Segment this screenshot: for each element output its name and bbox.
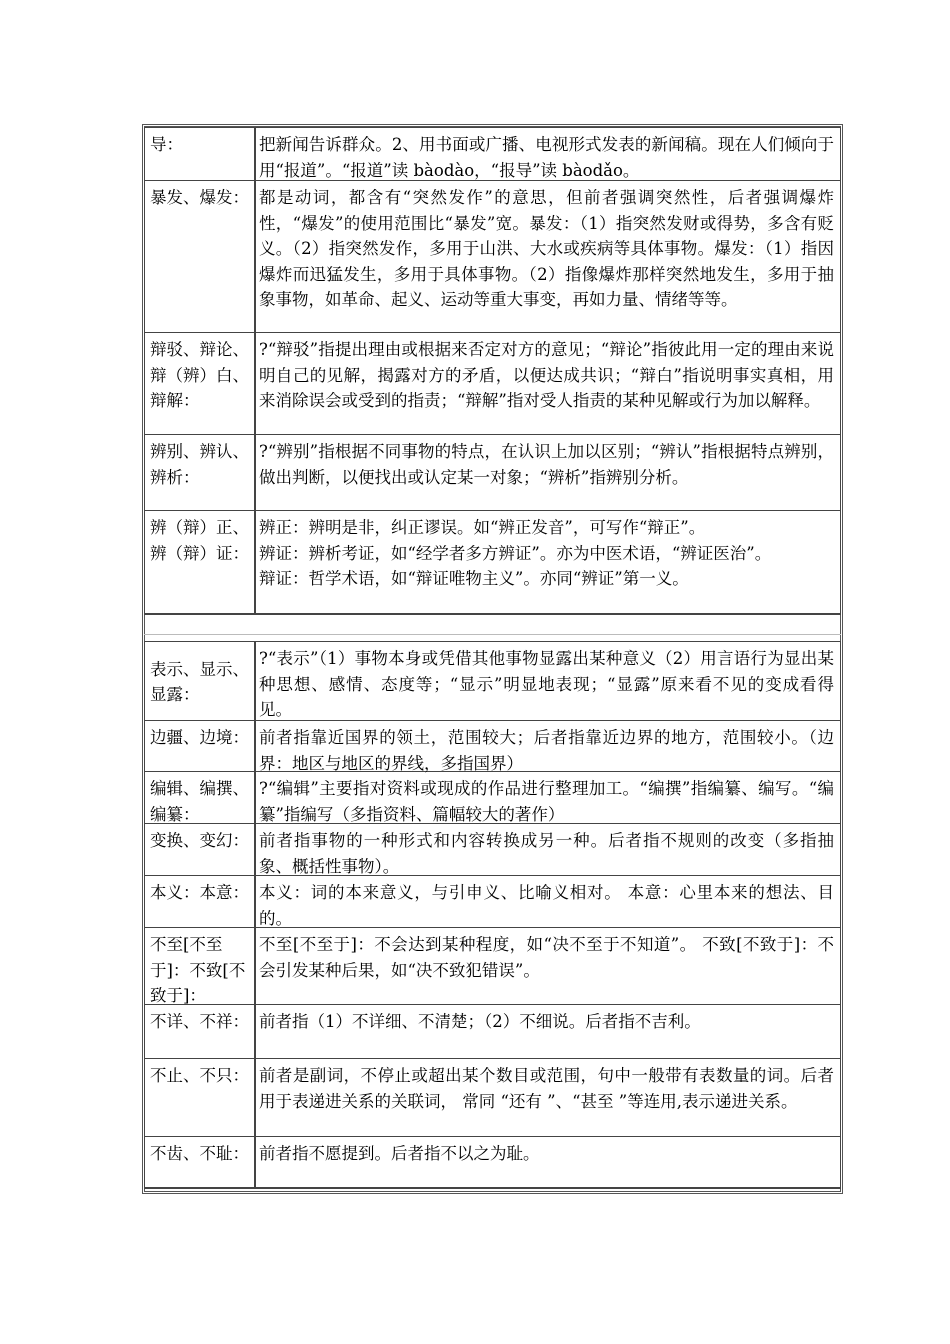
table-row bbox=[144, 928, 841, 1005]
table-row bbox=[144, 181, 841, 333]
definition-cell bbox=[256, 824, 841, 875]
definition-text: 辨证：辨析考证，如“经学者多方辨证”。亦为中医术语，“辨证医治”。 bbox=[259, 543, 772, 563]
table-row bbox=[144, 721, 841, 772]
definition-text: 前者指靠近国界的领土，范围较大；后者指靠近边界的地方，范围较小。（边界：地区与地区的界线，多指国界） bbox=[259, 728, 834, 773]
definition-text: ?“辨别”指根据不同事物的特点，在认识上加以区别；“辨认”指根据特点辨别，做出判断，以便找出或认定某一对象；“辨析”指辨别分析。 bbox=[259, 442, 834, 487]
term-cell: 不止、不只： bbox=[144, 1059, 256, 1136]
definition-text: ?“编辑”主要指对资料或现成的作品进行整理加工。“编撰”指编纂、编写。“编纂”指编写（多指资料、篇幅较大的著作） bbox=[259, 779, 834, 824]
table-row bbox=[144, 435, 841, 511]
table-row bbox=[144, 824, 841, 876]
table-row bbox=[144, 333, 841, 435]
definition-text: 辩证：哲学术语，如“辩证唯物主义”。亦同“辨证”第一义。 bbox=[259, 569, 689, 588]
term-cell: 边疆、边境： bbox=[144, 721, 256, 771]
term-cell: 暴发、爆发： bbox=[144, 181, 256, 332]
definition-text: 前者指不愿提到。后者指不以之为耻。 bbox=[259, 1144, 540, 1163]
definition-cell bbox=[256, 642, 841, 720]
definition-text: 都是动词，都含有“突然发作”的意思，但前者强调突然性，后者强调爆炸性，“爆发”的使用范围比“暴发”宽。暴发：（1）指突然发财或得势，多含有贬义。（2）指突然发作，多用于山洪、大水或疾病等具体事物。爆发：（1）指因爆炸而迅猛发生，多用于具体事物。（2）指像爆炸那样突然地发生，多用于抽象事物，如革命、起义、运动等重大事变，再如力量、情绪等等。 bbox=[259, 188, 834, 309]
definition-cell bbox=[256, 128, 841, 180]
definition-cell bbox=[256, 1005, 841, 1058]
definition-text: 前者指（1）不详细、不清楚；（2）不细说。后者指不吉利。 bbox=[259, 1012, 701, 1031]
term-cell: 导： bbox=[144, 128, 256, 180]
term-cell: 本义：本意： bbox=[144, 876, 256, 927]
table-row bbox=[144, 772, 841, 824]
definition-cell bbox=[256, 181, 841, 332]
definition-cell bbox=[256, 511, 841, 613]
definition-cell bbox=[256, 721, 841, 771]
definition-text: 不至[不至于]：不会达到某种程度，如“决不至于不知道”。 不致[不致于]：不会引发某种后果，如“决不致犯错误”。 bbox=[259, 935, 834, 980]
definition-cell bbox=[256, 435, 841, 510]
table-row bbox=[144, 1059, 841, 1137]
term-cell: 不详、不祥： bbox=[144, 1005, 256, 1058]
table-row bbox=[144, 1137, 841, 1189]
table-row bbox=[144, 876, 841, 928]
definition-cell bbox=[256, 876, 841, 927]
table-row bbox=[144, 1005, 841, 1059]
term-cell: 辨别、辨认、辨析： bbox=[144, 435, 256, 510]
table-row bbox=[144, 641, 841, 721]
term-cell: 不齿、不耻： bbox=[144, 1137, 256, 1187]
term-cell: 辩驳、辩论、辩（辨）白、辩解： bbox=[144, 333, 256, 434]
term-cell: 辨（辩）正、辨（辩）证： bbox=[144, 511, 256, 613]
table-row bbox=[144, 511, 841, 615]
term-cell: 表示、显示、显露： bbox=[144, 642, 256, 720]
definition-text: 辨正：辨明是非，纠正谬误。如“辨正发音”，可写作“辩正”。 bbox=[259, 518, 706, 537]
definition-text: ?“辩驳”指提出理由或根据来否定对方的意见；“辩论”指彼此用一定的理由来说明自己的见解，揭露对方的矛盾，以便达成共识；“辩白”指说明事实真相，用来消除误会或受到的指责；“辩解”指对受人指责的某种见解或行为加以解释。 bbox=[259, 340, 834, 410]
definition-cell bbox=[256, 1137, 841, 1187]
vocab-table-2 bbox=[144, 641, 841, 1189]
definition-text: ?“表示”（1）事物本身或凭借其他事物显露出某种意义（2）用言语行为显出某种思想、感情、态度等；“显示”明显地表现；“显露”原来看不见的变成看得见。 bbox=[259, 649, 834, 719]
definition-text: 本义：词的本来意义，与引申义、比喻义相对。 本意：心里本来的想法、目的。 bbox=[259, 883, 834, 928]
definition-text: 前者是副词，不停止或超出某个数目或范围，句中一般带有表数量的词。后者用于表递进关系的关联词， 常同 “还有 ”、“甚至 ”等连用,表示递进关系。 bbox=[259, 1066, 834, 1111]
section-divider bbox=[144, 634, 841, 635]
vocab-table-1 bbox=[144, 127, 841, 615]
definition-text: 把新闻告诉群众。2、用书面或广播、电视形式发表的新闻稿。现在人们倾向于用“报道”。“报道”读 bàodào，“报导”读 bàodǎo。 bbox=[259, 135, 834, 180]
definition-text: 前者指事物的一种形式和内容转换成另一种。后者指不规则的改变（多指抽象、概括性事物）。 bbox=[259, 831, 834, 876]
term-cell: 不至[不至于]：不致[不致于]： bbox=[144, 928, 256, 1004]
table-row bbox=[144, 127, 841, 181]
term-cell: 编辑、编撰、编纂： bbox=[144, 772, 256, 823]
term-cell: 变换、变幻： bbox=[144, 824, 256, 875]
definition-cell bbox=[256, 928, 841, 1004]
definition-cell bbox=[256, 1059, 841, 1136]
definition-cell bbox=[256, 772, 841, 823]
definition-cell bbox=[256, 333, 841, 434]
